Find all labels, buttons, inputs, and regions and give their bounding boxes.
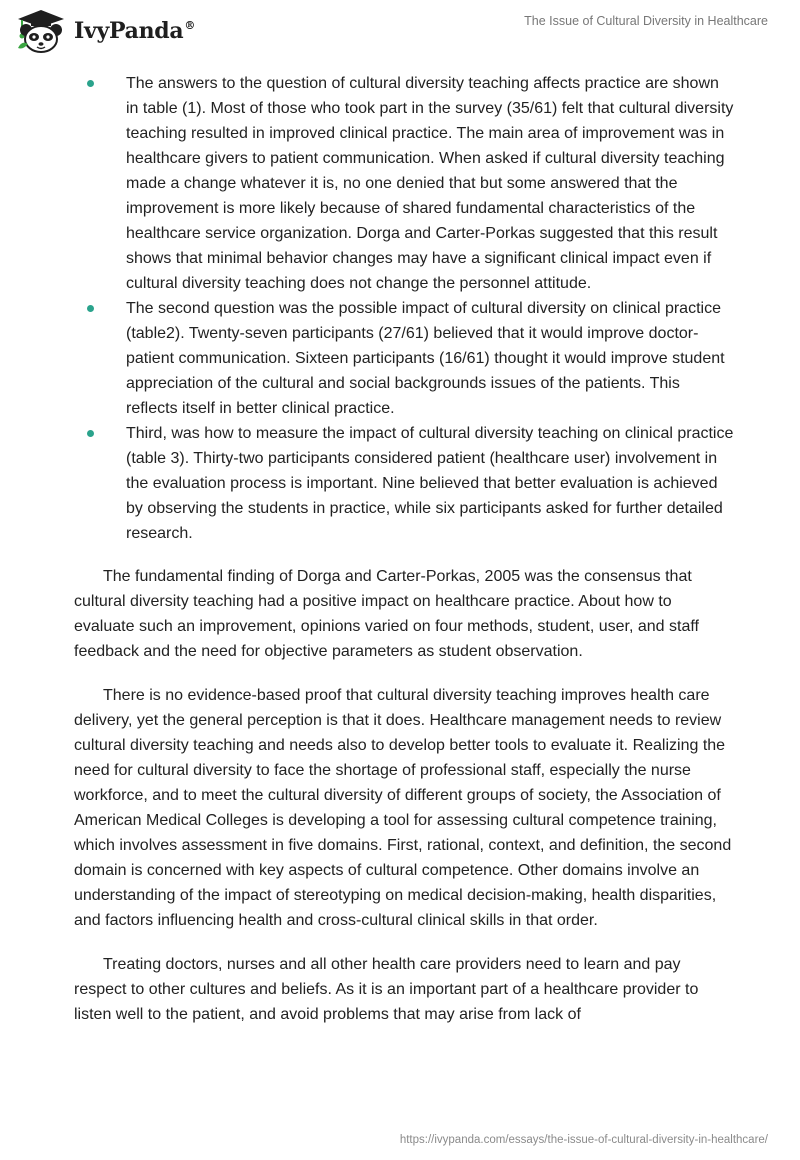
bullet-icon (87, 80, 94, 87)
findings-list (74, 71, 734, 546)
bullet-icon (87, 430, 94, 437)
list-item-text: The answers to the question of cultural diversity teaching affects practice are shown in table (1). Most of those who took part in the survey (35/61) felt that cultural diversity teaching resulted in improved clinical practice. The main area of improvement was in healthcare givers to patient communication. When asked if cultural diversity teaching made a change whatever it is, no one denied that but some answered that the improvement is more likely because of shared fundamental characteristics of the healthcare service organization. Dorga and Carter-Porkas suggested that this result shows that minimal behavior changes may have a significant clinical impact even if cultural diversity teaching does not change the personnel attitude. (126, 75, 734, 292)
essay-body (74, 71, 734, 1027)
bullet-icon (87, 305, 94, 312)
list-item-text: Third, was how to measure the impact of cultural diversity teaching on clinical practice (table 3). Thirty-two participants considered patient (healthcare user) involvement in the evaluation process is important. Nine believed that better evaluation is achieved by observing the students in practice, while six participants asked for further detailed research. (126, 425, 734, 542)
panda-graduate-icon (14, 8, 68, 54)
list-item (74, 71, 734, 296)
ivypanda-logo[interactable] (14, 8, 195, 54)
brand-name: IvyPanda® (74, 18, 196, 44)
list-item-text: The second question was the possible impact of cultural diversity on clinical practice (table2). Twenty-seven participants (27/61) believed that it would improve doctor-patient communication. Sixteen participants (16/61) thought it would improve student appreciation of the cultural and social backgrounds issues of the patients. This reflects itself in better clinical practice. (126, 300, 725, 417)
paragraph: The fundamental finding of Dorga and Carter-Porkas, 2005 was the consensus that cultural diversity teaching had a positive impact on healthcare practice. About how to evaluate such an improvement, opinions varied on four methods, student, user, and staff feedback and the need for objective parameters as student observation. (74, 568, 699, 660)
list-item (74, 296, 734, 421)
list-item (74, 421, 734, 546)
page-header (0, 0, 800, 62)
source-url[interactable]: https://ivypanda.com/essays/the-issue-of-cultural-diversity-in-healthcare/ (399, 1134, 768, 1146)
registered-mark: ® (184, 19, 196, 32)
document-title: The Issue of Cultural Diversity in Healthcare (524, 14, 768, 28)
paragraph: There is no evidence-based proof that cultural diversity teaching improves health care delivery, yet the general perception is that it does. Healthcare management needs to review cultural diversity teaching and needs also to develop better tools to evaluate it. Realizing the need for cultural diversity to face the shortage of professional staff, especially the nurse workforce, and to meet the cultural diversity of different groups of society, the Association of American Medical Colleges is developing a tool for assessing cultural competence training, which involves assessment in five domains. First, rational, context, and definition, the second domain is concerned with key aspects of cultural competence. Other domains involve an understanding of the impact of stereotyping on medical decision-making, health disparities, and factors influencing health and cross-cultural clinical skills in that order. (74, 687, 732, 929)
paragraph: Treating doctors, nurses and all other health care providers need to learn and pay respect to other cultures and beliefs. As it is an important part of a healthcare provider to listen well to the patient, and avoid problems that may arise from lack of (74, 956, 699, 1023)
